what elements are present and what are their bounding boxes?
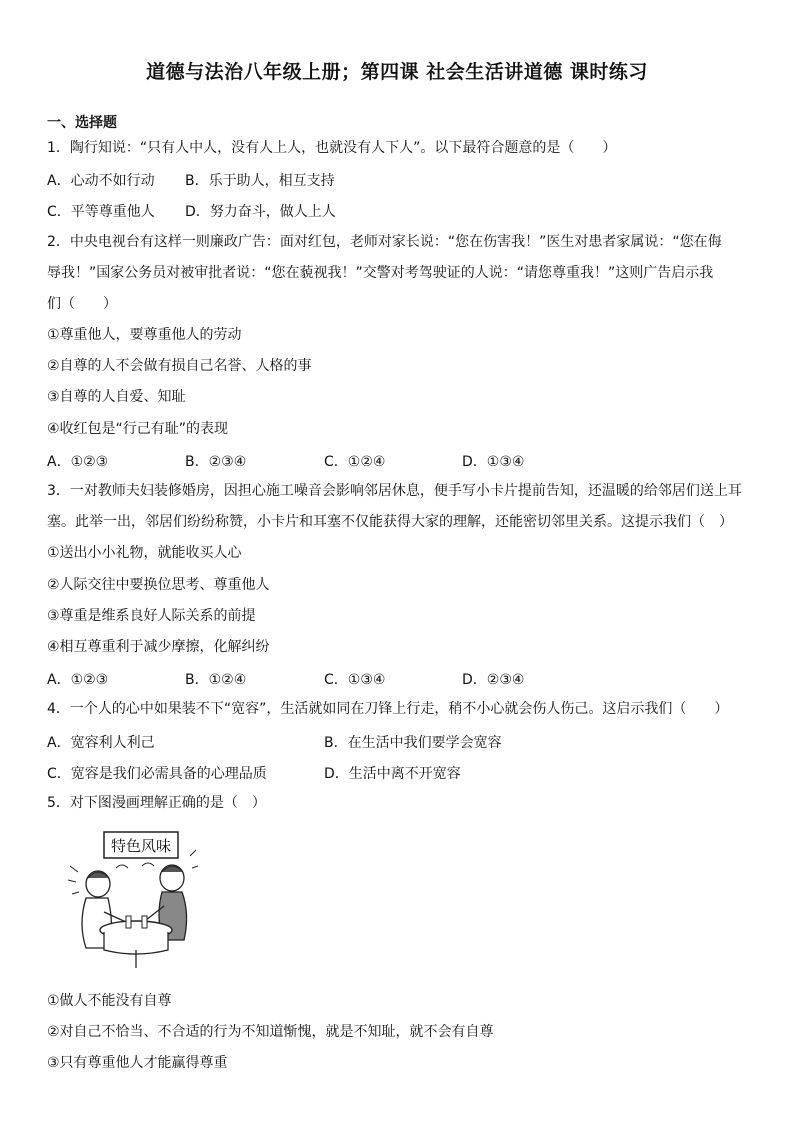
q1-option-c: C．平等尊重他人: [47, 204, 155, 220]
q5-statement-2: ②对自己不恰当、不合适的行为不知道惭愧，就是不知耻，就不会有自尊: [47, 1024, 494, 1040]
q2-option-b: B．②③④: [185, 454, 247, 470]
q2-option-d: D．①③④: [462, 454, 525, 470]
q2-option-a: A．①②③: [47, 454, 109, 470]
question-2-stem-line1: 2．中央电视台有这样一则廉政广告：面对红包，老师对家长说：“您在伤害我！”医生对患者家属说：“您在侮: [47, 234, 722, 250]
question-5-stem: 5．对下图漫画理解正确的是（ ）: [47, 795, 266, 811]
q4-option-a: A．宽容利人利己: [47, 735, 155, 751]
q3-option-c: C．①③④: [324, 672, 386, 688]
q1-option-a: A．心动不如行动: [47, 173, 155, 189]
q3-statement-1: ①送出小小礼物，就能收买人心: [47, 545, 242, 561]
page-title: 道德与法治八年级上册；第四课 社会生活讲道德 课时练习: [146, 61, 648, 83]
question-1-stem: 1．陶行知说：“只有人中人，没有人上人，也就没有人下人”。以下最符合题意的是（ ）: [47, 140, 617, 156]
q1-option-b: B．乐于助人，相互支持: [185, 173, 335, 189]
section-heading: 一、选择题: [47, 115, 117, 131]
q2-option-c: C．①②④: [324, 454, 386, 470]
question-3-stem-line1: 3．一对教师夫妇装修婚房，因担心施工噪音会影响邻居休息，便手写小卡片提前告知，还温暖的给邻居们送上耳: [47, 483, 742, 499]
q2-statement-2: ②自尊的人不会做有损自己名誉、人格的事: [47, 358, 312, 374]
question-3-stem-line2: 塞。此举一出，邻居们纷纷称赞，小卡片和耳塞不仅能获得大家的理解，还能密切邻里关系。这提示我们（ ）: [47, 514, 733, 530]
q2-statement-4: ④收红包是“行己有耻”的表现: [47, 421, 229, 437]
question-2-stem-line3: 们（ ）: [47, 296, 117, 312]
q1-option-d: D．努力奋斗，做人上人: [185, 204, 336, 220]
question-2-stem-line2: 辱我！”国家公务员对被审批者说：“您在藐视我！”交警对考驾驶证的人说：“请您尊重我！”这则广告启示我: [47, 265, 714, 281]
cartoon-image: [64, 826, 200, 974]
cartoon-sign-text: 特色风味: [110, 837, 172, 855]
q4-option-d: D．生活中离不开宽容: [324, 766, 461, 782]
q2-statement-1: ①尊重他人，要尊重他人的劳动: [47, 327, 242, 343]
q2-statement-3: ③自尊的人自爱、知耻: [47, 389, 186, 405]
q4-option-c: C．宽容是我们必需具备的心理品质: [47, 766, 267, 782]
q5-statement-3: ③只有尊重他人才能赢得尊重: [47, 1055, 228, 1071]
q3-statement-2: ②人际交往中要换位思考、尊重他人: [47, 577, 270, 593]
q3-option-a: A．①②③: [47, 672, 109, 688]
q3-option-d: D．②③④: [462, 672, 525, 688]
q3-statement-4: ④相互尊重利于减少摩擦，化解纠纷: [47, 639, 270, 655]
q3-option-b: B．①②④: [185, 672, 247, 688]
q3-statement-3: ③尊重是维系良好人际关系的前提: [47, 608, 256, 624]
q5-statement-1: ①做人不能没有自尊: [47, 993, 172, 1009]
question-4-stem: 4．一个人的心中如果装不下“宽容”，生活就如同在刀锋上行走，稍不小心就会伤人伤己。这启示我们（ ）: [47, 701, 729, 717]
q4-option-b: B．在生活中我们要学会宽容: [324, 735, 502, 751]
